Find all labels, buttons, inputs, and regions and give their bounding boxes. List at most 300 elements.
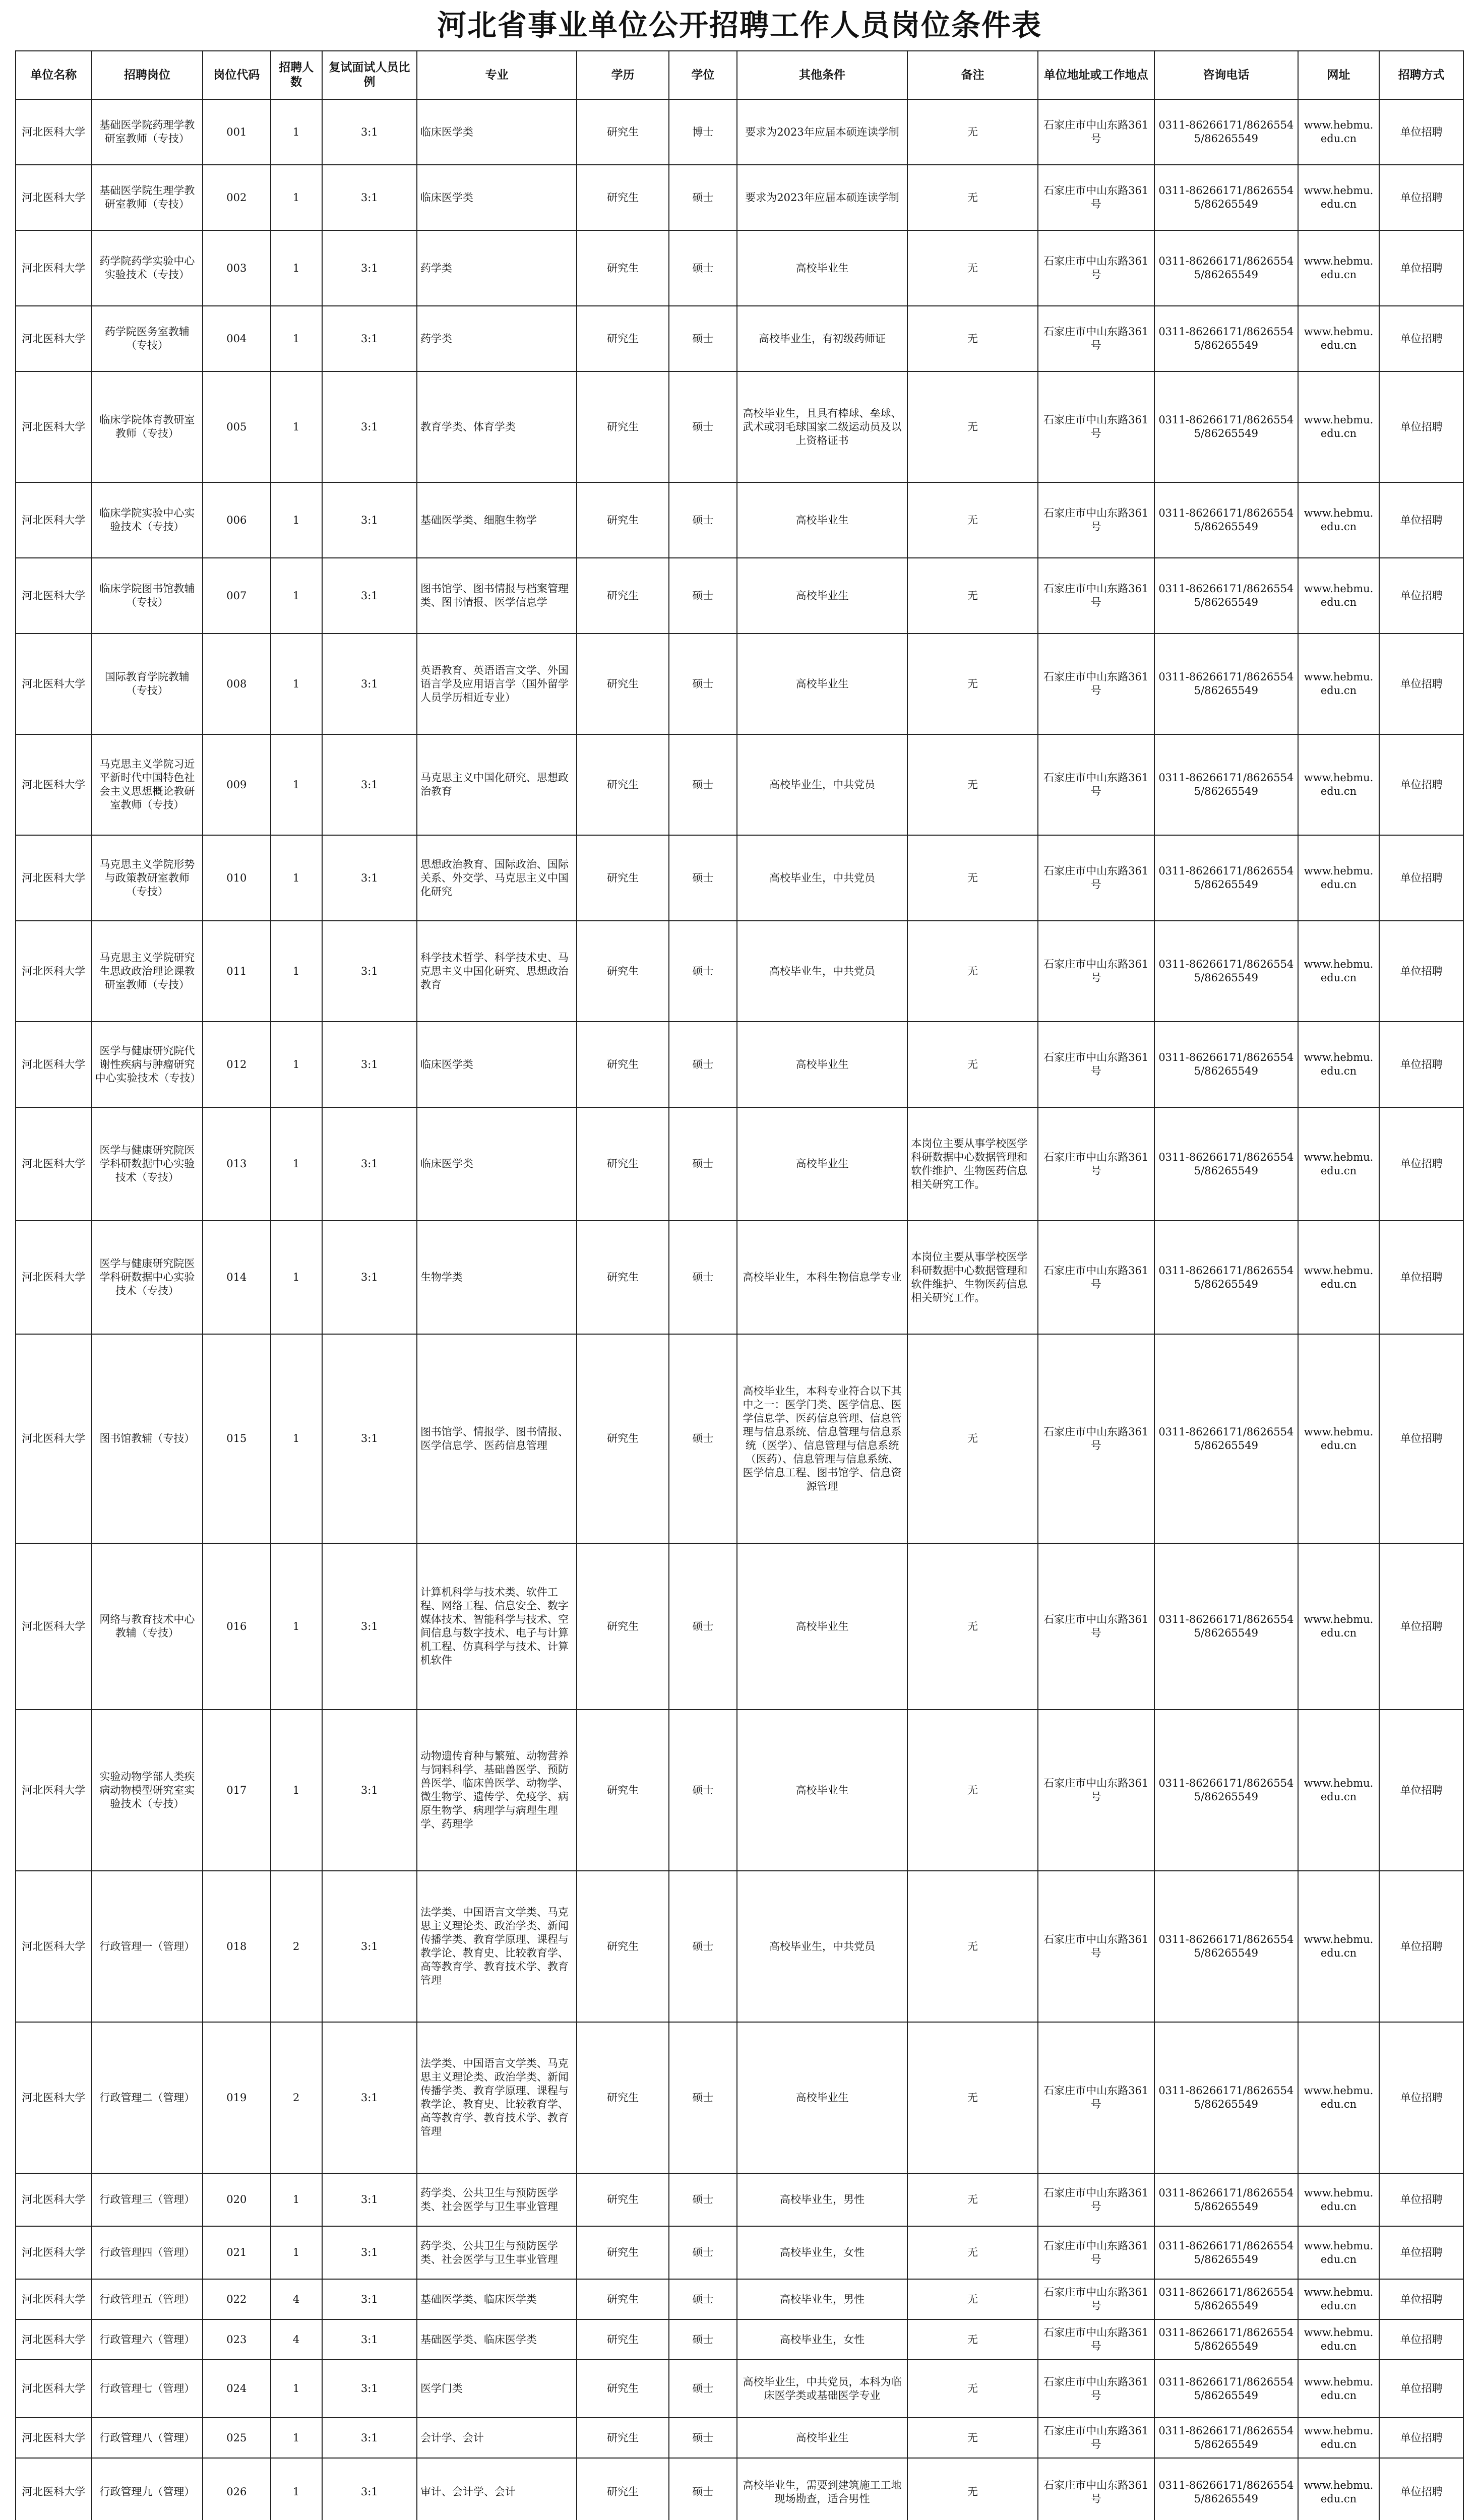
table-row <box>16 2279 1463 2319</box>
unit-cell: 河北医科大学 <box>16 1221 92 1334</box>
header-count: 招聘人数 <box>271 51 322 99</box>
table-row <box>16 230 1463 306</box>
unit-cell: 河北医科大学 <box>16 2458 92 2520</box>
major-cell: 药学类 <box>417 306 577 371</box>
other-conditions-cell: 高校毕业生，中共党员 <box>737 835 908 921</box>
table-row <box>16 482 1463 558</box>
ratio-cell: 3:1 <box>322 2279 417 2319</box>
notes-cell: 无 <box>907 1543 1037 1710</box>
table-row <box>16 2173 1463 2226</box>
header-row <box>16 51 1463 99</box>
notes-cell: 无 <box>907 734 1037 835</box>
degree-cell: 硕士 <box>669 165 736 230</box>
education-cell: 研究生 <box>577 1710 669 1871</box>
address-cell: 石家庄市中山东路361号 <box>1038 165 1154 230</box>
method-cell: 单位招聘 <box>1379 99 1463 165</box>
unit-cell: 河北医科大学 <box>16 1710 92 1871</box>
phone-cell: 0311-86266171/86265545/86265549 <box>1154 634 1298 734</box>
post-cell: 行政管理四（管理） <box>92 2226 203 2279</box>
post-cell: 药学院药学实验中心实验技术（专技） <box>92 230 203 306</box>
table-body <box>16 99 1463 2520</box>
notes-cell: 无 <box>907 2418 1037 2458</box>
degree-cell: 硕士 <box>669 2458 736 2520</box>
table-row <box>16 371 1463 482</box>
address-cell: 石家庄市中山东路361号 <box>1038 835 1154 921</box>
website-cell: www.hebmu.edu.cn <box>1298 306 1379 371</box>
ratio-cell: 3:1 <box>322 921 417 1022</box>
code-cell: 025 <box>203 2418 270 2458</box>
ratio-cell: 3:1 <box>322 2360 417 2418</box>
major-cell: 药学类 <box>417 230 577 306</box>
other-conditions-cell: 高校毕业生，且具有棒球、垒球、武术或羽毛球国家二级运动员及以上资格证书 <box>737 371 908 482</box>
count-cell: 1 <box>271 835 322 921</box>
degree-cell: 博士 <box>669 99 736 165</box>
method-cell: 单位招聘 <box>1379 306 1463 371</box>
count-cell: 1 <box>271 165 322 230</box>
other-conditions-cell: 高校毕业生，本科专业符合以下其中之一：医学门类、医学信息、医学信息学、医药信息管理、信息管理与信息系统、信息管理与信息系统（医学）、信息管理与信息系统（医药）、信息管理与信息系统、医学信息工程、图书馆学、信息资源管理 <box>737 1334 908 1543</box>
unit-cell: 河北医科大学 <box>16 558 92 634</box>
phone-cell: 0311-86266171/86265545/86265549 <box>1154 1871 1298 2022</box>
degree-cell: 硕士 <box>669 1871 736 2022</box>
method-cell: 单位招聘 <box>1379 2226 1463 2279</box>
address-cell: 石家庄市中山东路361号 <box>1038 2173 1154 2226</box>
website-cell: www.hebmu.edu.cn <box>1298 99 1379 165</box>
count-cell: 1 <box>271 1221 322 1334</box>
other-conditions-cell: 高校毕业生 <box>737 634 908 734</box>
count-cell: 1 <box>271 2226 322 2279</box>
major-cell: 临床医学类 <box>417 99 577 165</box>
unit-cell: 河北医科大学 <box>16 1334 92 1543</box>
notes-cell: 无 <box>907 921 1037 1022</box>
table-row <box>16 99 1463 165</box>
phone-cell: 0311-86266171/86265545/86265549 <box>1154 1334 1298 1543</box>
method-cell: 单位招聘 <box>1379 634 1463 734</box>
education-cell: 研究生 <box>577 558 669 634</box>
other-conditions-cell: 要求为2023年应届本硕连读学制 <box>737 165 908 230</box>
unit-cell: 河北医科大学 <box>16 165 92 230</box>
address-cell: 石家庄市中山东路361号 <box>1038 2226 1154 2279</box>
major-cell: 法学类、中国语言文学类、马克思主义理论类、政治学类、新闻传播学类、教育学原理、课程与教学论、教育史、比较教育学、高等教育学、教育技术学、教育管理 <box>417 1871 577 2022</box>
count-cell: 1 <box>271 634 322 734</box>
degree-cell: 硕士 <box>669 306 736 371</box>
other-conditions-cell: 高校毕业生，女性 <box>737 2319 908 2360</box>
address-cell: 石家庄市中山东路361号 <box>1038 921 1154 1022</box>
unit-cell: 河北医科大学 <box>16 371 92 482</box>
address-cell: 石家庄市中山东路361号 <box>1038 734 1154 835</box>
code-cell: 018 <box>203 1871 270 2022</box>
degree-cell: 硕士 <box>669 734 736 835</box>
code-cell: 004 <box>203 306 270 371</box>
major-cell: 临床医学类 <box>417 165 577 230</box>
code-cell: 017 <box>203 1710 270 1871</box>
phone-cell: 0311-86266171/86265545/86265549 <box>1154 1710 1298 1871</box>
degree-cell: 硕士 <box>669 2319 736 2360</box>
post-cell: 国际教育学院教辅（专技） <box>92 634 203 734</box>
count-cell: 1 <box>271 2173 322 2226</box>
address-cell: 石家庄市中山东路361号 <box>1038 1543 1154 1710</box>
unit-cell: 河北医科大学 <box>16 634 92 734</box>
major-cell: 马克思主义中国化研究、思想政治教育 <box>417 734 577 835</box>
website-cell: www.hebmu.edu.cn <box>1298 482 1379 558</box>
page <box>15 0 1464 2520</box>
degree-cell: 硕士 <box>669 2279 736 2319</box>
post-cell: 临床学院图书馆教辅（专技） <box>92 558 203 634</box>
degree-cell: 硕士 <box>669 230 736 306</box>
table-row <box>16 2022 1463 2173</box>
notes-cell: 无 <box>907 2279 1037 2319</box>
education-cell: 研究生 <box>577 371 669 482</box>
count-cell: 4 <box>271 2319 322 2360</box>
post-cell: 行政管理二（管理） <box>92 2022 203 2173</box>
notes-cell: 无 <box>907 558 1037 634</box>
count-cell: 1 <box>271 371 322 482</box>
method-cell: 单位招聘 <box>1379 734 1463 835</box>
degree-cell: 硕士 <box>669 2173 736 2226</box>
method-cell: 单位招聘 <box>1379 165 1463 230</box>
address-cell: 石家庄市中山东路361号 <box>1038 2279 1154 2319</box>
method-cell: 单位招聘 <box>1379 1107 1463 1221</box>
education-cell: 研究生 <box>577 2173 669 2226</box>
count-cell: 1 <box>271 230 322 306</box>
major-cell: 图书馆学、情报学、图书情报、医学信息学、医药信息管理 <box>417 1334 577 1543</box>
method-cell: 单位招聘 <box>1379 2360 1463 2418</box>
major-cell: 动物遗传育种与繁殖、动物营养与饲料科学、基础兽医学、预防兽医学、临床兽医学、动物学、微生物学、遗传学、免疫学、病原生物学、病理学与病理生理学、药理学 <box>417 1710 577 1871</box>
post-cell: 行政管理三（管理） <box>92 2173 203 2226</box>
count-cell: 1 <box>271 306 322 371</box>
education-cell: 研究生 <box>577 1221 669 1334</box>
code-cell: 013 <box>203 1107 270 1221</box>
education-cell: 研究生 <box>577 2458 669 2520</box>
ratio-cell: 3:1 <box>322 1022 417 1107</box>
code-cell: 023 <box>203 2319 270 2360</box>
address-cell: 石家庄市中山东路361号 <box>1038 2458 1154 2520</box>
unit-cell: 河北医科大学 <box>16 306 92 371</box>
header-code: 岗位代码 <box>203 51 270 99</box>
table-row <box>16 2319 1463 2360</box>
header-degree: 学位 <box>669 51 736 99</box>
education-cell: 研究生 <box>577 2022 669 2173</box>
address-cell: 石家庄市中山东路361号 <box>1038 99 1154 165</box>
degree-cell: 硕士 <box>669 1334 736 1543</box>
notes-cell: 无 <box>907 99 1037 165</box>
notes-cell: 无 <box>907 835 1037 921</box>
major-cell: 法学类、中国语言文学类、马克思主义理论类、政治学类、新闻传播学类、教育学原理、课程与教学论、教育史、比较教育学、高等教育学、教育技术学、教育管理 <box>417 2022 577 2173</box>
code-cell: 010 <box>203 835 270 921</box>
address-cell: 石家庄市中山东路361号 <box>1038 558 1154 634</box>
phone-cell: 0311-86266171/86265545/86265549 <box>1154 2360 1298 2418</box>
degree-cell: 硕士 <box>669 2022 736 2173</box>
degree-cell: 硕士 <box>669 634 736 734</box>
website-cell: www.hebmu.edu.cn <box>1298 165 1379 230</box>
major-cell: 临床医学类 <box>417 1107 577 1221</box>
ratio-cell: 3:1 <box>322 2458 417 2520</box>
post-cell: 临床学院实验中心实验技术（专技） <box>92 482 203 558</box>
unit-cell: 河北医科大学 <box>16 1022 92 1107</box>
table-row <box>16 2458 1463 2520</box>
ratio-cell: 3:1 <box>322 99 417 165</box>
unit-cell: 河北医科大学 <box>16 2022 92 2173</box>
notes-cell: 本岗位主要从事学校医学科研数据中心数据管理和软件维护、生物医药信息相关研究工作。 <box>907 1221 1037 1334</box>
ratio-cell: 3:1 <box>322 2319 417 2360</box>
code-cell: 014 <box>203 1221 270 1334</box>
other-conditions-cell: 高校毕业生，有初级药师证 <box>737 306 908 371</box>
code-cell: 002 <box>203 165 270 230</box>
major-cell: 教育学类、体育学类 <box>417 371 577 482</box>
phone-cell: 0311-86266171/86265545/86265549 <box>1154 921 1298 1022</box>
other-conditions-cell: 高校毕业生 <box>737 1107 908 1221</box>
phone-cell: 0311-86266171/86265545/86265549 <box>1154 835 1298 921</box>
website-cell: www.hebmu.edu.cn <box>1298 835 1379 921</box>
method-cell: 单位招聘 <box>1379 1334 1463 1543</box>
table-row <box>16 1710 1463 1871</box>
method-cell: 单位招聘 <box>1379 482 1463 558</box>
education-cell: 研究生 <box>577 165 669 230</box>
other-conditions-cell: 高校毕业生 <box>737 1022 908 1107</box>
notes-cell: 本岗位主要从事学校医学科研数据中心数据管理和软件维护、生物医药信息相关研究工作。 <box>907 1107 1037 1221</box>
website-cell: www.hebmu.edu.cn <box>1298 634 1379 734</box>
code-cell: 009 <box>203 734 270 835</box>
notes-cell: 无 <box>907 230 1037 306</box>
education-cell: 研究生 <box>577 2360 669 2418</box>
other-conditions-cell: 高校毕业生，需要到建筑施工工地现场勘查，适合男性 <box>737 2458 908 2520</box>
notes-cell: 无 <box>907 165 1037 230</box>
table-row <box>16 306 1463 371</box>
major-cell: 图书馆学、图书情报与档案管理类、图书情报、医学信息学 <box>417 558 577 634</box>
count-cell: 4 <box>271 2279 322 2319</box>
address-cell: 石家庄市中山东路361号 <box>1038 1334 1154 1543</box>
other-conditions-cell: 高校毕业生 <box>737 230 908 306</box>
post-cell: 临床学院体育教研室教师（专技） <box>92 371 203 482</box>
address-cell: 石家庄市中山东路361号 <box>1038 230 1154 306</box>
count-cell: 1 <box>271 734 322 835</box>
header-major: 专业 <box>417 51 577 99</box>
notes-cell: 无 <box>907 1710 1037 1871</box>
post-cell: 马克思主义学院形势与政策教研室教师（专技） <box>92 835 203 921</box>
post-cell: 医学与健康研究院医学科研数据中心实验技术（专技） <box>92 1107 203 1221</box>
major-cell: 医学门类 <box>417 2360 577 2418</box>
website-cell: www.hebmu.edu.cn <box>1298 1107 1379 1221</box>
unit-cell: 河北医科大学 <box>16 482 92 558</box>
method-cell: 单位招聘 <box>1379 1871 1463 2022</box>
education-cell: 研究生 <box>577 2279 669 2319</box>
unit-cell: 河北医科大学 <box>16 230 92 306</box>
education-cell: 研究生 <box>577 2418 669 2458</box>
unit-cell: 河北医科大学 <box>16 734 92 835</box>
major-cell: 基础医学类、细胞生物学 <box>417 482 577 558</box>
phone-cell: 0311-86266171/86265545/86265549 <box>1154 371 1298 482</box>
degree-cell: 硕士 <box>669 1221 736 1334</box>
address-cell: 石家庄市中山东路361号 <box>1038 306 1154 371</box>
notes-cell: 无 <box>907 2458 1037 2520</box>
header-ratio: 复试面试人员比例 <box>322 51 417 99</box>
table-row <box>16 558 1463 634</box>
unit-cell: 河北医科大学 <box>16 2418 92 2458</box>
website-cell: www.hebmu.edu.cn <box>1298 2279 1379 2319</box>
table-row <box>16 835 1463 921</box>
unit-cell: 河北医科大学 <box>16 1107 92 1221</box>
table-row <box>16 1221 1463 1334</box>
education-cell: 研究生 <box>577 1334 669 1543</box>
post-cell: 行政管理八（管理） <box>92 2418 203 2458</box>
ratio-cell: 3:1 <box>322 230 417 306</box>
code-cell: 021 <box>203 2226 270 2279</box>
education-cell: 研究生 <box>577 1107 669 1221</box>
unit-cell: 河北医科大学 <box>16 921 92 1022</box>
degree-cell: 硕士 <box>669 2360 736 2418</box>
website-cell: www.hebmu.edu.cn <box>1298 1543 1379 1710</box>
other-conditions-cell: 高校毕业生，女性 <box>737 2226 908 2279</box>
other-conditions-cell: 要求为2023年应届本硕连读学制 <box>737 99 908 165</box>
unit-cell: 河北医科大学 <box>16 1543 92 1710</box>
website-cell: www.hebmu.edu.cn <box>1298 1871 1379 2022</box>
post-cell: 行政管理六（管理） <box>92 2319 203 2360</box>
unit-cell: 河北医科大学 <box>16 835 92 921</box>
header-address: 单位地址或工作地点 <box>1038 51 1154 99</box>
table-row <box>16 634 1463 734</box>
phone-cell: 0311-86266171/86265545/86265549 <box>1154 306 1298 371</box>
website-cell: www.hebmu.edu.cn <box>1298 2458 1379 2520</box>
notes-cell: 无 <box>907 634 1037 734</box>
major-cell: 基础医学类、临床医学类 <box>417 2319 577 2360</box>
method-cell: 单位招聘 <box>1379 835 1463 921</box>
page-title: 河北省事业单位公开招聘工作人员岗位条件表 <box>437 8 1042 42</box>
count-cell: 1 <box>271 1710 322 1871</box>
table-row <box>16 734 1463 835</box>
count-cell: 2 <box>271 1871 322 2022</box>
post-cell: 基础医学院生理学教研室教师（专技） <box>92 165 203 230</box>
count-cell: 1 <box>271 921 322 1022</box>
ratio-cell: 3:1 <box>322 306 417 371</box>
phone-cell: 0311-86266171/86265545/86265549 <box>1154 165 1298 230</box>
code-cell: 026 <box>203 2458 270 2520</box>
table-row <box>16 1334 1463 1543</box>
post-cell: 基础医学院药理学教研室教师（专技） <box>92 99 203 165</box>
ratio-cell: 3:1 <box>322 1543 417 1710</box>
address-cell: 石家庄市中山东路361号 <box>1038 2022 1154 2173</box>
ratio-cell: 3:1 <box>322 165 417 230</box>
address-cell: 石家庄市中山东路361号 <box>1038 1871 1154 2022</box>
method-cell: 单位招聘 <box>1379 1221 1463 1334</box>
count-cell: 1 <box>271 2418 322 2458</box>
website-cell: www.hebmu.edu.cn <box>1298 921 1379 1022</box>
degree-cell: 硕士 <box>669 1107 736 1221</box>
education-cell: 研究生 <box>577 306 669 371</box>
count-cell: 1 <box>271 1022 322 1107</box>
recruitment-table <box>15 50 1464 2520</box>
major-cell: 科学技术哲学、科学技术史、马克思主义中国化研究、思想政治教育 <box>417 921 577 1022</box>
major-cell: 药学类、公共卫生与预防医学类、社会医学与卫生事业管理 <box>417 2226 577 2279</box>
major-cell: 审计、会计学、会计 <box>417 2458 577 2520</box>
other-conditions-cell: 高校毕业生 <box>737 1710 908 1871</box>
count-cell: 1 <box>271 1543 322 1710</box>
code-cell: 022 <box>203 2279 270 2319</box>
table-row <box>16 2360 1463 2418</box>
major-cell: 会计学、会计 <box>417 2418 577 2458</box>
phone-cell: 0311-86266171/86265545/86265549 <box>1154 2458 1298 2520</box>
phone-cell: 0311-86266171/86265545/86265549 <box>1154 2226 1298 2279</box>
phone-cell: 0311-86266171/86265545/86265549 <box>1154 1022 1298 1107</box>
other-conditions-cell: 高校毕业生，男性 <box>737 2279 908 2319</box>
address-cell: 石家庄市中山东路361号 <box>1038 1221 1154 1334</box>
table-row <box>16 1871 1463 2022</box>
ratio-cell: 3:1 <box>322 371 417 482</box>
post-cell: 行政管理一（管理） <box>92 1871 203 2022</box>
degree-cell: 硕士 <box>669 1022 736 1107</box>
method-cell: 单位招聘 <box>1379 558 1463 634</box>
count-cell: 1 <box>271 99 322 165</box>
website-cell: www.hebmu.edu.cn <box>1298 2360 1379 2418</box>
code-cell: 016 <box>203 1543 270 1710</box>
post-cell: 药学院医务室教辅（专技） <box>92 306 203 371</box>
code-cell: 019 <box>203 2022 270 2173</box>
website-cell: www.hebmu.edu.cn <box>1298 2319 1379 2360</box>
address-cell: 石家庄市中山东路361号 <box>1038 2418 1154 2458</box>
other-conditions-cell: 高校毕业生 <box>737 558 908 634</box>
website-cell: www.hebmu.edu.cn <box>1298 371 1379 482</box>
website-cell: www.hebmu.edu.cn <box>1298 2173 1379 2226</box>
unit-cell: 河北医科大学 <box>16 2226 92 2279</box>
method-cell: 单位招聘 <box>1379 230 1463 306</box>
post-cell: 马克思主义学院研究生思政政治理论课教研室教师（专技） <box>92 921 203 1022</box>
code-cell: 012 <box>203 1022 270 1107</box>
degree-cell: 硕士 <box>669 835 736 921</box>
degree-cell: 硕士 <box>669 921 736 1022</box>
website-cell: www.hebmu.edu.cn <box>1298 2226 1379 2279</box>
ratio-cell: 3:1 <box>322 634 417 734</box>
address-cell: 石家庄市中山东路361号 <box>1038 1107 1154 1221</box>
education-cell: 研究生 <box>577 921 669 1022</box>
notes-cell: 无 <box>907 2360 1037 2418</box>
code-cell: 015 <box>203 1334 270 1543</box>
other-conditions-cell: 高校毕业生，中共党员 <box>737 921 908 1022</box>
method-cell: 单位招聘 <box>1379 1543 1463 1710</box>
website-cell: www.hebmu.edu.cn <box>1298 230 1379 306</box>
count-cell: 1 <box>271 2458 322 2520</box>
post-cell: 网络与教育技术中心教辅（专技） <box>92 1543 203 1710</box>
table-row <box>16 2418 1463 2458</box>
address-cell: 石家庄市中山东路361号 <box>1038 2360 1154 2418</box>
table-row <box>16 1022 1463 1107</box>
major-cell: 临床医学类 <box>417 1022 577 1107</box>
address-cell: 石家庄市中山东路361号 <box>1038 371 1154 482</box>
degree-cell: 硕士 <box>669 482 736 558</box>
notes-cell: 无 <box>907 2173 1037 2226</box>
website-cell: www.hebmu.edu.cn <box>1298 2022 1379 2173</box>
method-cell: 单位招聘 <box>1379 2173 1463 2226</box>
ratio-cell: 3:1 <box>322 1710 417 1871</box>
unit-cell: 河北医科大学 <box>16 99 92 165</box>
other-conditions-cell: 高校毕业生，中共党员，本科为临床医学类或基础医学专业 <box>737 2360 908 2418</box>
degree-cell: 硕士 <box>669 2226 736 2279</box>
post-cell: 行政管理七（管理） <box>92 2360 203 2418</box>
header-method: 招聘方式 <box>1379 51 1463 99</box>
phone-cell: 0311-86266171/86265545/86265549 <box>1154 2319 1298 2360</box>
method-cell: 单位招聘 <box>1379 371 1463 482</box>
table-row <box>16 165 1463 230</box>
website-cell: www.hebmu.edu.cn <box>1298 734 1379 835</box>
code-cell: 005 <box>203 371 270 482</box>
notes-cell: 无 <box>907 2226 1037 2279</box>
post-cell: 马克思主义学院习近平新时代中国特色社会主义思想概论教研室教师（专技） <box>92 734 203 835</box>
phone-cell: 0311-86266171/86265545/86265549 <box>1154 99 1298 165</box>
table-row <box>16 1107 1463 1221</box>
post-cell: 实验动物学部人类疾病动物模型研究室实验技术（专技） <box>92 1710 203 1871</box>
other-conditions-cell: 高校毕业生 <box>737 482 908 558</box>
method-cell: 单位招聘 <box>1379 1022 1463 1107</box>
method-cell: 单位招聘 <box>1379 921 1463 1022</box>
method-cell: 单位招聘 <box>1379 2022 1463 2173</box>
phone-cell: 0311-86266171/86265545/86265549 <box>1154 2022 1298 2173</box>
